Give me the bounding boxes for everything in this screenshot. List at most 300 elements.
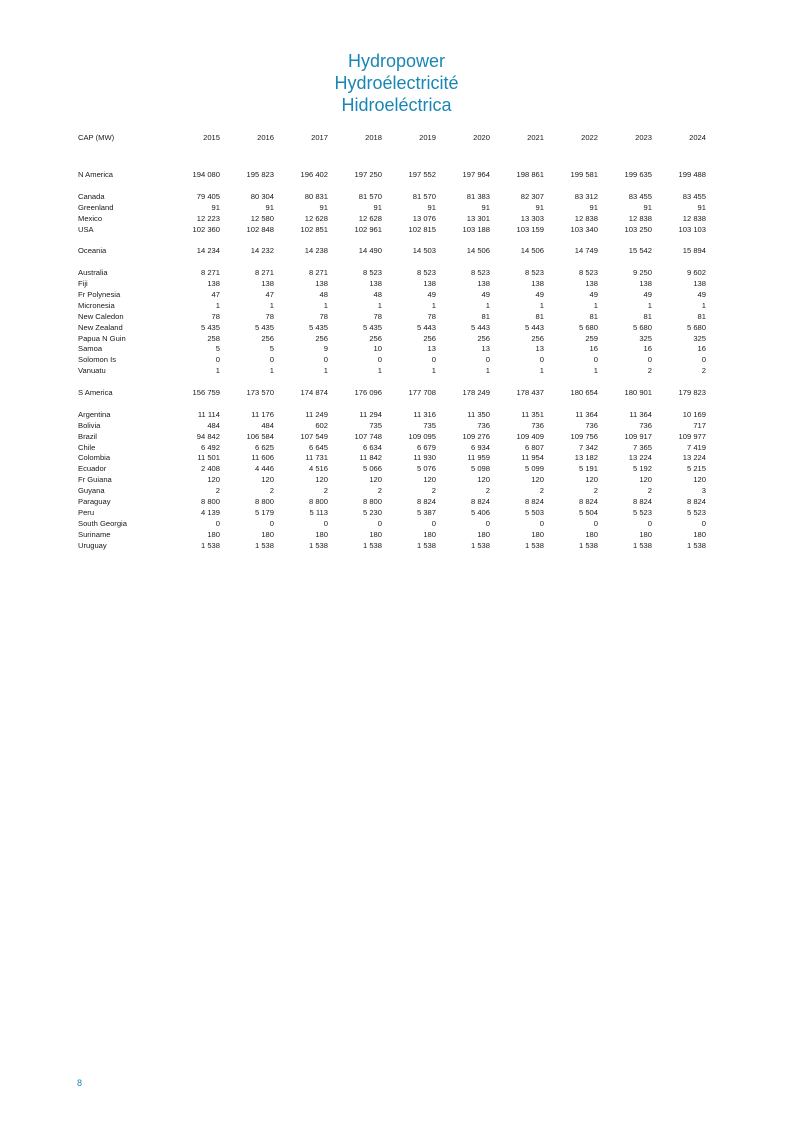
cell-value: 2 xyxy=(593,486,598,496)
spacer-row xyxy=(78,235,706,246)
cell-value: 1 xyxy=(323,366,328,376)
cell-value: 5 406 xyxy=(470,508,490,518)
cell-value: 735 xyxy=(369,420,382,430)
cell-value: 180 xyxy=(207,529,220,539)
cell-value: 1 xyxy=(323,300,328,310)
cell-value: 48 xyxy=(373,289,382,299)
cell-value: 2 xyxy=(701,366,706,376)
country-name: Solomon Is xyxy=(78,355,116,365)
country-row xyxy=(78,323,706,334)
cell-value: 1 xyxy=(269,300,274,310)
cell-value: 103 188 xyxy=(462,224,490,234)
cell-value: 47 xyxy=(265,289,274,299)
country-row xyxy=(78,486,706,497)
cell-value: 91 xyxy=(265,202,274,212)
cell-value: 14 506 xyxy=(520,246,544,256)
cell-value: 14 503 xyxy=(412,246,436,256)
country-name: Argentina xyxy=(78,409,111,419)
cell-value: 7 365 xyxy=(632,442,652,452)
country-name: Mexico xyxy=(78,213,103,223)
cell-value: 78 xyxy=(373,311,382,321)
cell-value: 1 xyxy=(593,366,598,376)
cell-value: 256 xyxy=(477,333,490,343)
cell-value: 14 490 xyxy=(358,246,382,256)
spacer-row xyxy=(78,399,706,410)
country-name: Papua N Guin xyxy=(78,333,126,343)
cell-value: 0 xyxy=(647,518,652,528)
country-row xyxy=(78,530,706,541)
cell-value: 91 xyxy=(481,202,490,212)
cell-value: 78 xyxy=(319,311,328,321)
cell-value: 6 634 xyxy=(362,442,382,452)
title-spanish: Hidroeléctrica xyxy=(341,95,452,115)
cell-value: 9 xyxy=(323,344,328,354)
country-row xyxy=(78,432,706,443)
cell-value: 81 570 xyxy=(412,191,436,201)
cell-value: 1 xyxy=(701,300,706,310)
cell-value: 8 271 xyxy=(308,268,328,278)
cell-value: 81 xyxy=(481,311,490,321)
cell-value: 91 xyxy=(427,202,436,212)
cell-value: 0 xyxy=(323,355,328,365)
cell-value: 8 271 xyxy=(254,268,274,278)
country-name: Fr Polynesia xyxy=(78,289,121,299)
cell-value: 6 645 xyxy=(308,442,328,452)
cell-value: 197 552 xyxy=(408,170,436,179)
cell-value: 13 303 xyxy=(520,213,544,223)
cell-value: 736 xyxy=(639,420,652,430)
cell-value: 103 250 xyxy=(624,224,652,234)
cell-value: 0 xyxy=(431,518,436,528)
header-year: 2021 xyxy=(527,133,544,142)
page-title xyxy=(0,50,793,116)
country-row xyxy=(78,192,706,203)
cell-value: 736 xyxy=(585,420,598,430)
cell-value: 12 838 xyxy=(574,213,598,223)
cell-value: 83 455 xyxy=(628,191,652,201)
cell-value: 256 xyxy=(315,333,328,343)
cell-value: 5 113 xyxy=(309,508,328,518)
spacer-row xyxy=(78,148,706,170)
cell-value: 1 538 xyxy=(200,540,220,550)
cell-value: 91 xyxy=(211,202,220,212)
cell-value: 11 954 xyxy=(521,453,544,463)
cell-value: 11 316 xyxy=(413,409,436,419)
cell-value: 1 xyxy=(431,366,436,376)
cell-value: 11 731 xyxy=(305,453,328,463)
cell-value: 199 635 xyxy=(624,170,652,179)
cell-value: 197 964 xyxy=(462,170,490,179)
cell-value: 13 224 xyxy=(628,453,652,463)
header-year: 2024 xyxy=(689,133,706,142)
cell-value: 199 488 xyxy=(678,170,706,179)
cell-value: 8 824 xyxy=(524,497,544,507)
cell-value: 5 443 xyxy=(524,322,544,332)
country-row xyxy=(78,344,706,355)
cell-value: 5 xyxy=(269,344,274,354)
country-row xyxy=(78,464,706,475)
region-total-row xyxy=(78,388,706,399)
cell-value: 109 276 xyxy=(462,431,490,441)
country-name: New Caledon xyxy=(78,311,124,321)
cell-value: 94 842 xyxy=(196,431,220,441)
cell-value: 1 xyxy=(377,300,382,310)
cell-value: 15 894 xyxy=(682,246,706,256)
cell-value: 49 xyxy=(535,289,544,299)
cell-value: 120 xyxy=(261,475,274,485)
cell-value: 1 538 xyxy=(686,540,706,550)
cell-value: 0 xyxy=(647,355,652,365)
cell-value: 8 523 xyxy=(524,268,544,278)
country-row xyxy=(78,279,706,290)
cell-value: 103 159 xyxy=(516,224,544,234)
cell-value: 180 xyxy=(261,529,274,539)
cell-value: 736 xyxy=(531,420,544,430)
cell-value: 8 800 xyxy=(362,497,382,507)
cell-value: 103 103 xyxy=(678,224,706,234)
cell-value: 138 xyxy=(261,279,274,289)
country-row xyxy=(78,410,706,421)
cell-value: 180 xyxy=(585,529,598,539)
cell-value: 13 224 xyxy=(682,453,706,463)
cell-value: 81 xyxy=(535,311,544,321)
cell-value: 14 749 xyxy=(574,246,598,256)
cell-value: 120 xyxy=(315,475,328,485)
cell-value: 1 xyxy=(539,366,544,376)
cell-value: 0 xyxy=(485,355,490,365)
country-name: Fiji xyxy=(78,279,88,289)
cell-value: 10 xyxy=(373,344,382,354)
cell-value: 6 679 xyxy=(416,442,436,452)
cell-value: 16 xyxy=(643,344,652,354)
cell-value: 6 807 xyxy=(524,442,544,452)
cell-value: 2 xyxy=(377,486,382,496)
cell-value: 484 xyxy=(261,420,274,430)
cell-value: 2 xyxy=(269,486,274,496)
cell-value: 8 800 xyxy=(308,497,328,507)
cell-value: 5 443 xyxy=(470,322,490,332)
cell-value: 5 680 xyxy=(578,322,598,332)
spacer-row xyxy=(78,377,706,388)
cell-value: 109 756 xyxy=(570,431,598,441)
cell-value: 102 360 xyxy=(192,224,220,234)
cell-value: 138 xyxy=(477,279,490,289)
country-name: Brazil xyxy=(78,431,97,441)
cell-value: 174 874 xyxy=(300,388,328,398)
cell-value: 0 xyxy=(215,355,220,365)
country-row xyxy=(78,301,706,312)
cell-value: 8 523 xyxy=(362,268,382,278)
cell-value: 1 538 xyxy=(632,540,652,550)
cell-value: 5 xyxy=(215,344,220,354)
cell-value: 13 076 xyxy=(412,213,436,223)
country-row xyxy=(78,214,706,225)
header-year: 2015 xyxy=(203,133,220,142)
title-english: Hydropower xyxy=(347,51,446,71)
cell-value: 91 xyxy=(589,202,598,212)
cell-value: 0 xyxy=(701,355,706,365)
cell-value: 5 435 xyxy=(362,322,382,332)
cell-value: 6 492 xyxy=(200,442,220,452)
cell-value: 196 402 xyxy=(300,170,328,179)
cell-value: 109 409 xyxy=(516,431,544,441)
cell-value: 1 xyxy=(539,300,544,310)
cell-value: 735 xyxy=(423,420,436,430)
cell-value: 138 xyxy=(423,279,436,289)
cell-value: 4 446 xyxy=(254,464,274,474)
cell-value: 106 584 xyxy=(246,431,274,441)
country-name: South Georgia xyxy=(78,518,127,528)
cell-value: 12 838 xyxy=(682,213,706,223)
cell-value: 138 xyxy=(207,279,220,289)
country-name: Guyana xyxy=(78,486,105,496)
cell-value: 5 215 xyxy=(686,464,706,474)
cell-value: 48 xyxy=(319,289,328,299)
country-name: Micronesia xyxy=(78,300,115,310)
cell-value: 5 435 xyxy=(254,322,274,332)
cell-value: 8 523 xyxy=(470,268,490,278)
cell-value: 14 234 xyxy=(196,246,220,256)
cell-value: 11 959 xyxy=(467,453,490,463)
cell-value: 180 xyxy=(315,529,328,539)
region-name: Oceania xyxy=(78,246,107,256)
cell-value: 49 xyxy=(643,289,652,299)
cell-value: 91 xyxy=(643,202,652,212)
country-name: Samoa xyxy=(78,344,103,354)
cell-value: 1 xyxy=(431,300,436,310)
cell-value: 5 435 xyxy=(308,322,328,332)
cell-value: 0 xyxy=(701,518,706,528)
cell-value: 5 503 xyxy=(524,508,544,518)
cell-value: 5 066 xyxy=(362,464,382,474)
country-row xyxy=(78,475,706,486)
cell-value: 1 538 xyxy=(308,540,328,550)
cell-value: 5 191 xyxy=(578,464,598,474)
cell-value: 2 xyxy=(647,486,652,496)
country-name: Chile xyxy=(78,442,96,452)
cell-value: 0 xyxy=(269,518,274,528)
country-name: Canada xyxy=(78,191,105,201)
country-name: Uruguay xyxy=(78,540,107,550)
cell-value: 5 680 xyxy=(686,322,706,332)
country-row xyxy=(78,497,706,508)
cell-value: 3 xyxy=(701,486,706,496)
cell-value: 156 759 xyxy=(192,388,220,398)
cell-value: 178 249 xyxy=(462,388,490,398)
cell-value: 120 xyxy=(207,475,220,485)
header-year: 2020 xyxy=(473,133,490,142)
cell-value: 8 523 xyxy=(578,268,598,278)
cell-value: 4 516 xyxy=(308,464,328,474)
cell-value: 8 824 xyxy=(632,497,652,507)
cell-value: 256 xyxy=(423,333,436,343)
cell-value: 102 851 xyxy=(300,224,328,234)
cell-value: 78 xyxy=(211,311,220,321)
header-year: 2017 xyxy=(311,133,328,142)
cell-value: 5 443 xyxy=(416,322,436,332)
title-french: Hydroélectricité xyxy=(334,73,459,93)
cell-value: 195 823 xyxy=(246,170,274,179)
cell-value: 16 xyxy=(589,344,598,354)
cell-value: 102 848 xyxy=(246,224,274,234)
cell-value: 49 xyxy=(589,289,598,299)
country-name: Suriname xyxy=(78,529,111,539)
cell-value: 180 901 xyxy=(624,388,652,398)
country-row xyxy=(78,541,706,552)
country-name: New Zealand xyxy=(78,322,123,332)
country-row xyxy=(78,290,706,301)
table-header-row xyxy=(78,128,706,148)
cell-value: 11 364 xyxy=(629,409,652,419)
cell-value: 11 114 xyxy=(197,409,220,419)
cell-value: 256 xyxy=(531,333,544,343)
cell-value: 180 xyxy=(477,529,490,539)
country-row xyxy=(78,443,706,454)
cell-value: 79 405 xyxy=(196,191,220,201)
cell-value: 15 542 xyxy=(628,246,652,256)
country-name: USA xyxy=(78,224,94,234)
country-name: Colombia xyxy=(78,453,111,463)
cell-value: 8 800 xyxy=(200,497,220,507)
cell-value: 81 383 xyxy=(466,191,490,201)
cell-value: 325 xyxy=(639,333,652,343)
cell-value: 83 312 xyxy=(574,191,598,201)
cell-value: 13 xyxy=(535,344,544,354)
cell-value: 10 169 xyxy=(682,409,706,419)
cell-value: 0 xyxy=(215,518,220,528)
header-year: 2023 xyxy=(635,133,652,142)
cell-value: 12 223 xyxy=(196,213,220,223)
cell-value: 8 800 xyxy=(254,497,274,507)
cell-value: 1 xyxy=(269,366,274,376)
cell-value: 11 930 xyxy=(413,453,436,463)
cell-value: 14 232 xyxy=(250,246,274,256)
cell-value: 5 099 xyxy=(524,464,544,474)
cell-value: 180 xyxy=(693,529,706,539)
cell-value: 102 961 xyxy=(354,224,382,234)
cell-value: 5 435 xyxy=(200,322,220,332)
spacer-row xyxy=(78,181,706,192)
cell-value: 138 xyxy=(315,279,328,289)
capacity-table xyxy=(78,128,706,552)
cell-value: 107 748 xyxy=(354,431,382,441)
cell-value: 5 680 xyxy=(632,322,652,332)
country-name: Fr Guiana xyxy=(78,475,112,485)
cell-value: 5 523 xyxy=(686,508,706,518)
cell-value: 49 xyxy=(427,289,436,299)
cell-value: 47 xyxy=(211,289,220,299)
cell-value: 198 861 xyxy=(516,170,544,179)
cell-value: 120 xyxy=(639,475,652,485)
cell-value: 120 xyxy=(423,475,436,485)
cell-value: 179 823 xyxy=(678,388,706,398)
cell-value: 14 238 xyxy=(304,246,328,256)
country-name: Bolivia xyxy=(78,420,101,430)
cell-value: 91 xyxy=(373,202,382,212)
cell-value: 81 xyxy=(697,311,706,321)
country-row xyxy=(78,268,706,279)
cell-value: 258 xyxy=(207,333,220,343)
cell-value: 1 xyxy=(377,366,382,376)
cell-value: 83 455 xyxy=(682,191,706,201)
country-row xyxy=(78,312,706,323)
header-year: 2016 xyxy=(257,133,274,142)
page-number: 8 xyxy=(77,1078,83,1088)
cell-value: 120 xyxy=(477,475,490,485)
cell-value: 5 192 xyxy=(632,464,652,474)
country-row xyxy=(78,421,706,432)
cell-value: 13 182 xyxy=(574,453,598,463)
cell-value: 80 831 xyxy=(304,191,328,201)
cell-value: 5 230 xyxy=(362,508,382,518)
cell-value: 91 xyxy=(319,202,328,212)
cell-value: 0 xyxy=(485,518,490,528)
cell-value: 180 xyxy=(639,529,652,539)
cell-value: 14 506 xyxy=(466,246,490,256)
cell-value: 1 538 xyxy=(578,540,598,550)
cell-value: 194 080 xyxy=(192,170,220,179)
cell-value: 91 xyxy=(535,202,544,212)
cell-value: 0 xyxy=(593,518,598,528)
header-year: 2018 xyxy=(365,133,382,142)
cell-value: 120 xyxy=(531,475,544,485)
cell-value: 6 625 xyxy=(254,442,274,452)
cell-value: 12 628 xyxy=(304,213,328,223)
cell-value: 1 xyxy=(215,300,220,310)
cell-value: 180 xyxy=(369,529,382,539)
region-total-row xyxy=(78,246,706,257)
cell-value: 0 xyxy=(539,518,544,528)
cell-value: 102 815 xyxy=(408,224,436,234)
cell-value: 82 307 xyxy=(520,191,544,201)
cell-value: 12 580 xyxy=(250,213,274,223)
country-name: Peru xyxy=(78,508,95,518)
cell-value: 178 437 xyxy=(516,388,544,398)
cell-value: 13 xyxy=(481,344,490,354)
cell-value: 2 xyxy=(215,486,220,496)
cell-value: 138 xyxy=(585,279,598,289)
cell-value: 13 301 xyxy=(466,213,490,223)
cell-value: 173 570 xyxy=(246,388,274,398)
cell-value: 1 538 xyxy=(254,540,274,550)
cell-value: 49 xyxy=(481,289,490,299)
cell-value: 5 523 xyxy=(632,508,652,518)
cell-value: 11 176 xyxy=(251,409,274,419)
cell-value: 11 842 xyxy=(359,453,382,463)
cell-value: 109 917 xyxy=(624,431,652,441)
cell-value: 9 602 xyxy=(686,268,706,278)
cell-value: 0 xyxy=(377,518,382,528)
cell-value: 1 xyxy=(485,300,490,310)
cell-value: 5 076 xyxy=(416,464,436,474)
country-row xyxy=(78,366,706,377)
cell-value: 2 408 xyxy=(200,464,220,474)
cell-value: 256 xyxy=(261,333,274,343)
cell-value: 11 501 xyxy=(197,453,220,463)
cell-value: 0 xyxy=(323,518,328,528)
cell-value: 120 xyxy=(693,475,706,485)
country-row xyxy=(78,519,706,530)
cell-value: 78 xyxy=(427,311,436,321)
cell-value: 1 xyxy=(215,366,220,376)
cell-value: 12 838 xyxy=(628,213,652,223)
header-year: 2019 xyxy=(419,133,436,142)
region-name: N America xyxy=(78,170,114,179)
cell-value: 6 934 xyxy=(470,442,490,452)
cell-value: 120 xyxy=(369,475,382,485)
cell-value: 78 xyxy=(265,311,274,321)
cell-value: 0 xyxy=(269,355,274,365)
